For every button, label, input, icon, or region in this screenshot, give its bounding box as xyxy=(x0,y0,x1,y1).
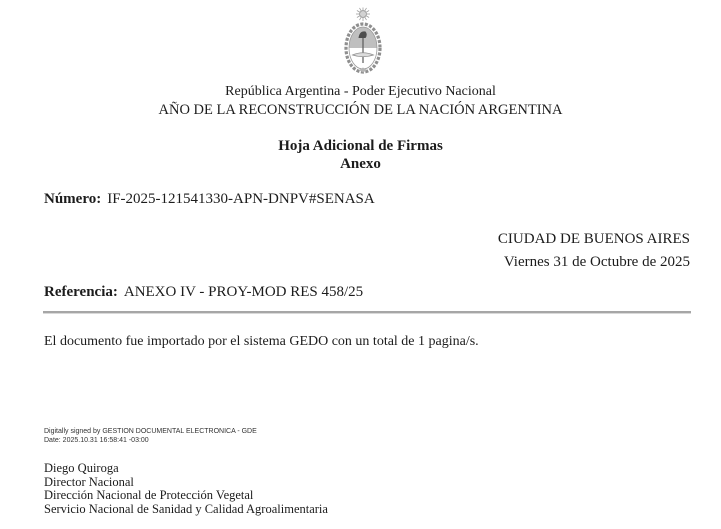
digital-signature-stamp xyxy=(44,428,257,445)
header-anio-line: AÑO DE LA RECONSTRUCCIÓN DE LA NACIÓN ARGENTINA xyxy=(158,102,563,118)
referencia-row xyxy=(44,284,363,301)
digital-signature-line1: Digitally signed by GESTION DOCUMENTAL ELECTRONICA - GDE xyxy=(44,428,257,435)
numero-row xyxy=(44,191,375,208)
signer-block xyxy=(44,462,328,516)
digital-signature-line2: Date: 2025.10.31 16:58:41 -03:00 xyxy=(44,436,149,444)
signer-role: Director Nacional xyxy=(44,474,134,489)
date-line: Viernes 31 de Octubre de 2025 xyxy=(503,254,690,270)
city-line: CIUDAD DE BUENOS AIRES xyxy=(497,231,690,247)
referencia-label: Referencia: xyxy=(44,284,118,300)
signer-organization: Servicio Nacional de Sanidad y Calidad Agroalimentaria xyxy=(44,501,328,516)
header-republica-line: República Argentina - Poder Ejecutivo Nacional xyxy=(225,84,496,99)
numero-value: IF-2025-121541330-APN-DNPV#SENASA xyxy=(107,191,375,207)
numero-label: Número: xyxy=(44,191,102,207)
argentina-coat-of-arms-icon xyxy=(335,7,391,75)
document-title: Hoja Adicional de Firmas xyxy=(278,138,443,154)
document-subtitle: Anexo xyxy=(340,156,381,172)
signer-name: Diego Quiroga xyxy=(44,461,119,475)
divider-rule xyxy=(43,311,691,314)
referencia-value: ANEXO IV - PROY-MOD RES 458/25 xyxy=(123,284,364,300)
body-text: El documento fue importado por el sistema GEDO con un total de 1 pagina/s. xyxy=(44,334,479,349)
signer-office: Dirección Nacional de Protección Vegetal xyxy=(44,488,254,502)
